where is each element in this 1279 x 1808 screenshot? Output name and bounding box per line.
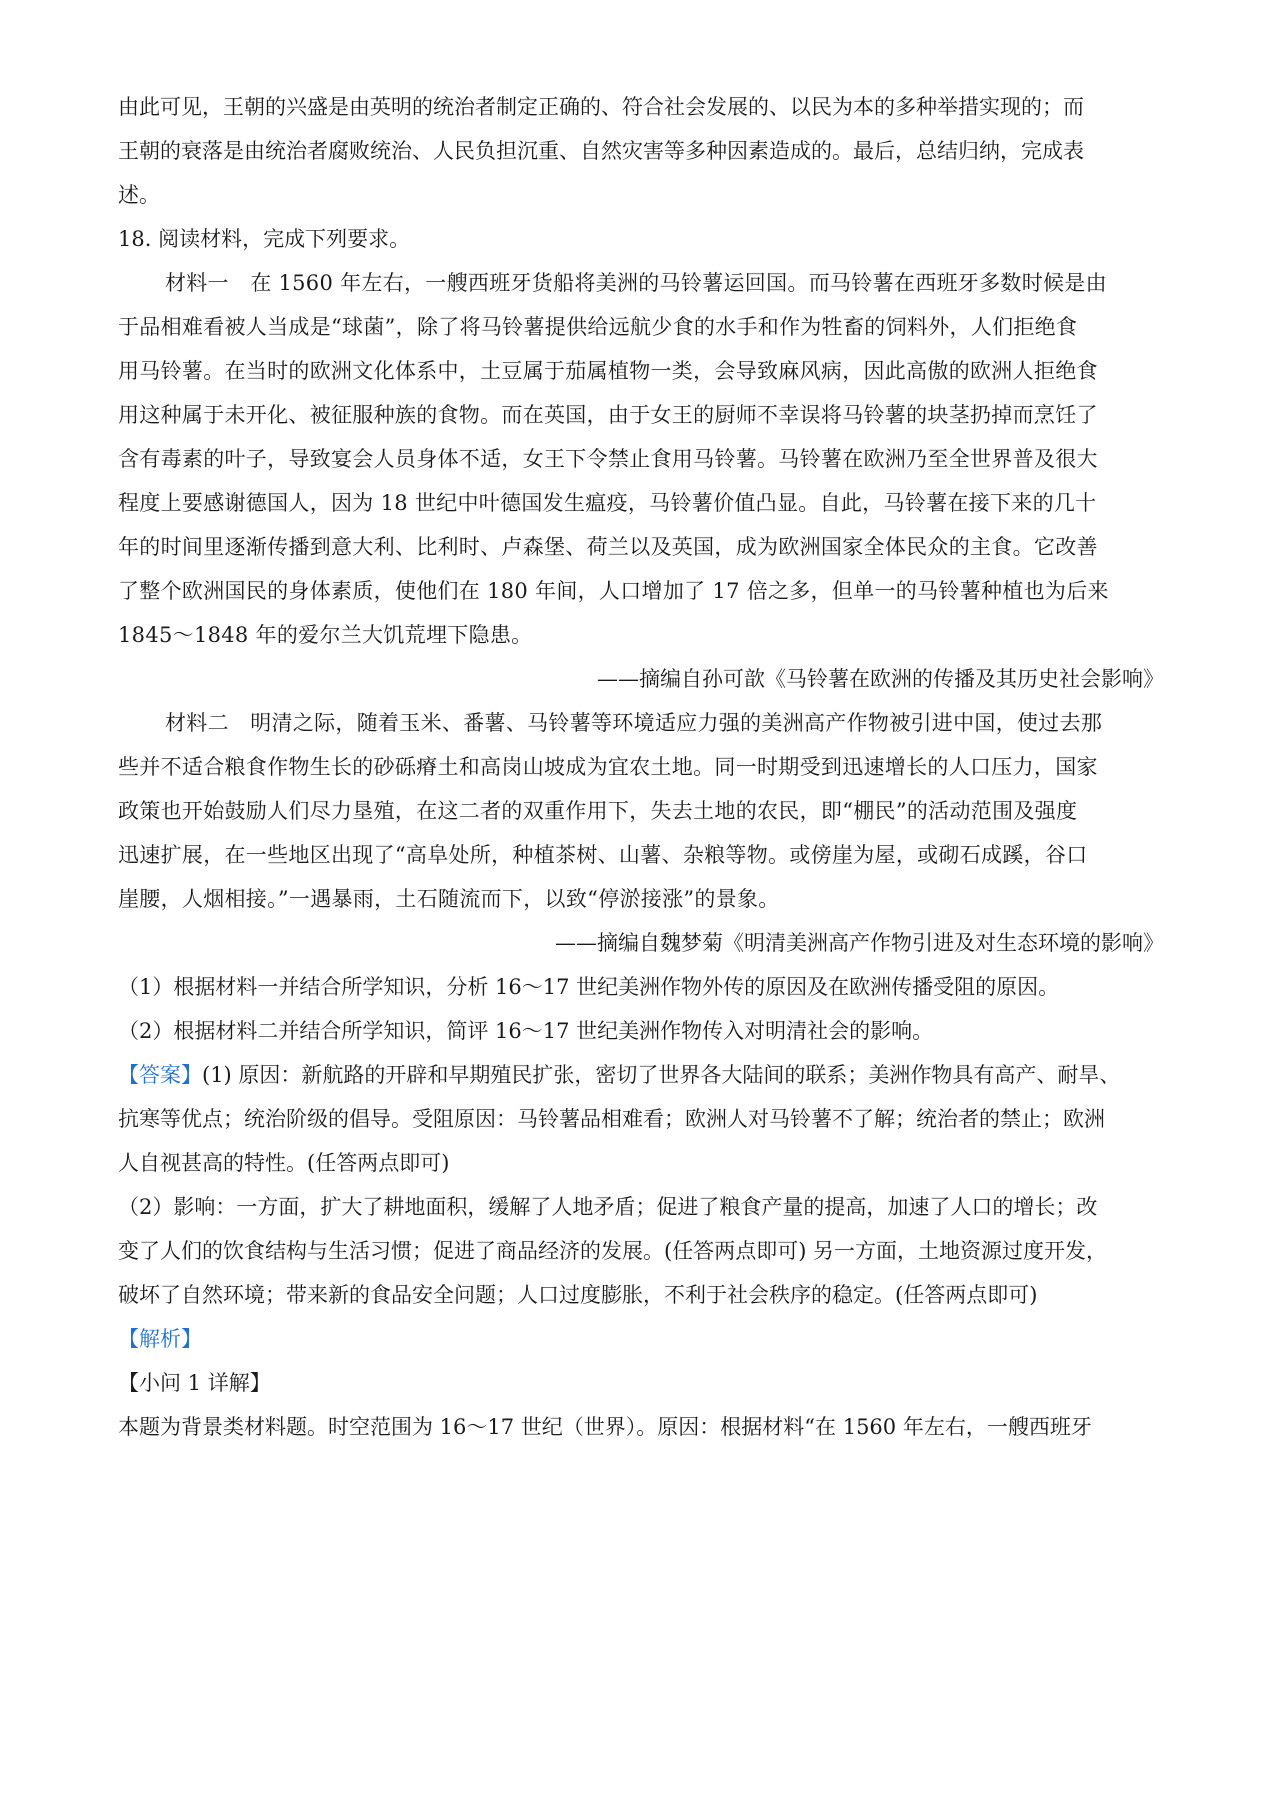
answer-line: 破坏了自然环境；带来新的食品安全问题；人口过度膨胀，不利于社会秩序的稳定。(任答两点即可) [118,1283,1038,1307]
material-two-line: 材料二 明清之际，随着玉米、番薯、马铃薯等环境适应力强的美洲高产作物被引进中国，使过去那 [165,711,1103,735]
intro-line: 王朝的衰落是由统治者腐败统治、人民负担沉重、自然灾害等多种因素造成的。最后，总结归纳，完成表 [118,139,1084,163]
material-two-line: 些并不适合粮食作物生长的砂砾瘠土和高岗山坡成为宜农土地。同一时期受到迅速增长的人口压力，国家 [118,755,1098,779]
material-one-line: 材料一 在 1560 年左右，一艘西班牙货船将美洲的马铃薯运回国。而马铃薯在西班牙多数时候是由 [165,271,1107,295]
material-one-line: 年的时间里逐渐传播到意大利、比利时、卢森堡、荷兰以及英国，成为欧洲国家全体民众的主食。它改善 [118,535,1098,559]
answer-line: 人自视甚高的特性。(任答两点即可) [118,1151,450,1175]
answer-line: （2）影响：一方面，扩大了耕地面积，缓解了人地矛盾；促进了粮食产量的提高，加速了人口的增长；改 [118,1195,1098,1219]
material-one-line: 程度上要感谢德国人，因为 18 世纪中叶德国发生瘟疫，马铃薯价值凸显。自此，马铃薯在接下来的几十 [118,491,1097,515]
analysis-tag: 【解析】 [118,1327,202,1351]
answer-first-line [118,1060,1120,1090]
answer-line: 变了人们的饮食结构与生活习惯；促进了商品经济的发展。(任答两点即可) 另一方面，土地资源过度开发， [118,1239,1108,1263]
material-one-line: 用这种属于未开化、被征服种族的食物。而在英国，由于女王的厨师不幸误将马铃薯的块茎扔掉而烹饪了 [118,403,1098,427]
sub-question-2: （2）根据材料二并结合所学知识，简评 16～17 世纪美洲作物传入对明清社会的影响。 [118,1019,934,1043]
material-two-source: ——摘编自魏梦菊《明清美洲高产作物引进及对生态环境的影响》 [555,931,1164,955]
answer-text: (1) 原因：新航路的开辟和早期殖民扩张，密切了世界各大陆间的联系；美洲作物具有高产、耐旱、 [202,1063,1121,1087]
analysis-text: 本题为背景类材料题。时空范围为 16～17 世纪（世界）。原因：根据材料“在 1560 年左右，一艘西班牙 [118,1415,1092,1439]
material-one-line: 了整个欧洲国民的身体素质，使他们在 180 年间，人口增加了 17 倍之多，但单一的马铃薯种植也为后来 [118,579,1109,603]
material-one-line: 含有毒素的叶子，导致宴会人员身体不适，女王下令禁止食用马铃薯。马铃薯在欧洲乃至全世界普及很大 [118,447,1098,471]
intro-line: 由此可见，王朝的兴盛是由英明的统治者制定正确的、符合社会发展的、以民为本的多种举措实现的；而 [118,95,1084,119]
material-two-line: 政策也开始鼓励人们尽力垦殖，在这二者的双重作用下，失去土地的农民，即“棚民”的活动范围及强度 [118,799,1078,823]
question-heading: 18. 阅读材料，完成下列要求。 [118,227,411,251]
intro-line: 述。 [118,183,160,207]
material-one-line: 1845～1848 年的爱尔兰大饥荒埋下隐患。 [118,623,533,647]
material-one-source: ——摘编自孙可歆《马铃薯在欧洲的传播及其历史社会影响》 [597,667,1164,691]
material-one-line: 于品相难看被人当成是“球菌”，除了将马铃薯提供给远航少食的水手和作为牲畜的饲料外，人们拒绝食 [118,315,1078,339]
answer-tag: 【答案】 [118,1063,202,1087]
answer-line: 抗寒等优点；统治阶级的倡导。受阻原因：马铃薯品相难看；欧洲人对马铃薯不了解；统治者的禁止；欧洲 [118,1107,1105,1131]
material-two-line: 崖腰，人烟相接。”一遇暴雨，土石随流而下，以致“停淤接涨”的景象。 [118,887,780,911]
sub-question-heading: 【小问 1 详解】 [118,1371,271,1395]
material-two-line: 迅速扩展，在一些地区出现了“高阜处所，种植茶树、山薯、杂粮等物。或傍崖为屋，或砌石成蹊，谷口 [118,843,1088,867]
material-one-line: 用马铃薯。在当时的欧洲文化体系中，土豆属于茄属植物一类，会导致麻风病，因此高傲的欧洲人拒绝食 [118,359,1098,383]
sub-question-1: （1）根据材料一并结合所学知识，分析 16～17 世纪美洲作物外传的原因及在欧洲传播受阻的原因。 [118,975,1060,999]
